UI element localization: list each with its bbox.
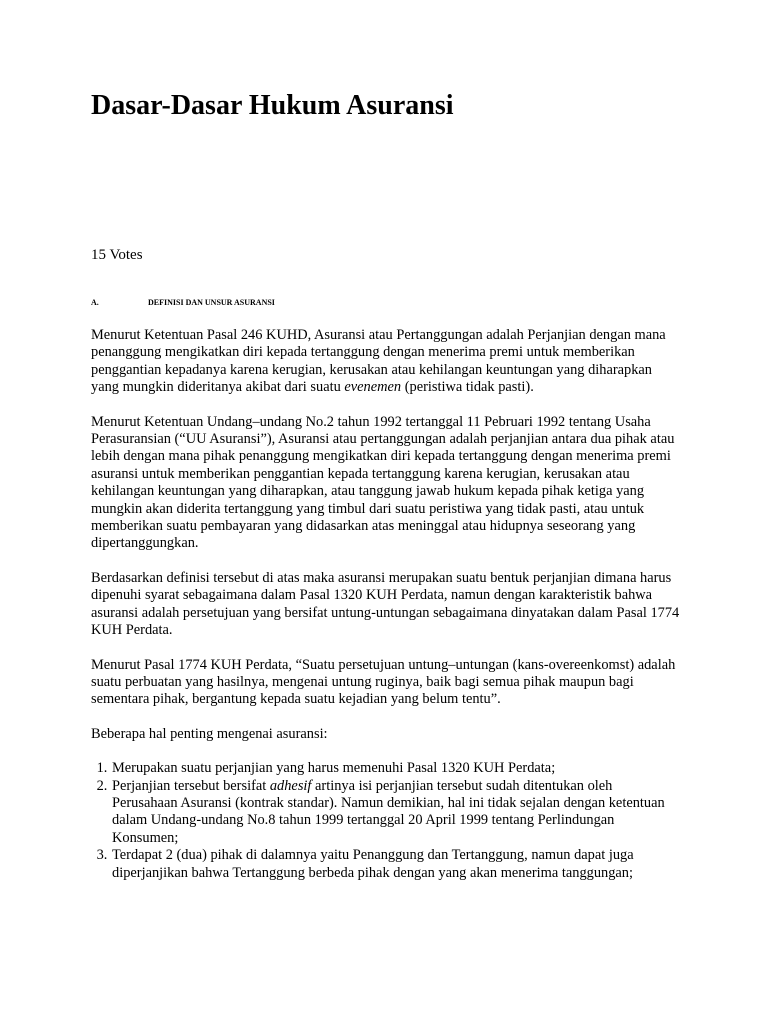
list-item-text: Perjanjian tersebut bersifat bbox=[112, 777, 270, 794]
section-title: DEFINISI DAN UNSUR ASURANSI bbox=[148, 298, 275, 307]
list-item: 3. Terdapat 2 (dua) pihak di dalamnya yaitu Penanggung dan Tertanggung, namun dapat juga diperjanjikan bahwa Tertanggung berbeda pihak dengan yang akan menerima tanggungan; bbox=[111, 847, 681, 882]
section-heading bbox=[91, 297, 275, 309]
paragraph-italic-term: evenemen bbox=[344, 379, 402, 396]
paragraph-characteristics: Berdasarkan definisi tersebut di atas maka asuransi merupakan suatu bentuk perjanjian dimana harus dipenuhi syarat sebagaimana dalam Pasal 1320 KUH Perdata, namun dengan karakteristik bahwa asuransi adalah persetujuan yang bersifat untung-untungan sebagaimana dinyatakan dalam Pasal 1774 KUH Perdata. bbox=[91, 569, 680, 639]
page-title: Dasar-Dasar Hukum Asuransi bbox=[91, 90, 454, 121]
votes-count: 15 Votes bbox=[91, 247, 143, 263]
list-item bbox=[111, 778, 681, 848]
paragraph-definition-kuhd bbox=[91, 327, 681, 397]
paragraph-definition-uu: Menurut Ketentuan Undang–undang No.2 tahun 1992 tertanggal 11 Pebruari 1992 tentang Usaha Perasuransian (“UU Asuransi”), Asuransi atau pertanggungan adalah perjanjian antara dua pihak atau lebih dengan mana pihak penanggung mengikatkan diri kepada tertanggung dengan menerima premi asuransi untuk memberikan penggantian kepada tertanggung karena kerugian, kerusakan atau kehilangan keuntungan yang diharapkan, atau tanggung jawab hukum kepada pihak ketiga yang mungkin akan diderita tertanggung yang timbul dari suatu peristiwa yang tidak pasti, atau untuk memberikan suatu pembayaran yang didasarkan atas meninggal atau hidupnya seseorang yang dipertanggungkan. bbox=[91, 413, 675, 552]
paragraph-list-intro: Beberapa hal penting mengenai asuransi: bbox=[91, 725, 328, 742]
section-number: A. bbox=[91, 298, 99, 307]
paragraph-text: (peristiwa tidak pasti). bbox=[401, 379, 534, 396]
list-item-italic-term: adhesif bbox=[269, 777, 312, 794]
document-body bbox=[91, 327, 681, 882]
paragraph-pasal-1774: Menurut Pasal 1774 KUH Perdata, “Suatu persetujuan untung–untungan (kans-overeenkomst) adalah suatu perbuatan yang hasilnya, mengenai untung ruginya, baik bagi semua pihak maupun bagi sementara pihak, bergantung kepada suatu kejadian yang belum tentu”. bbox=[91, 656, 676, 708]
list-item: 1. Merupakan suatu perjanjian yang harus memenuhi Pasal 1320 KUH Perdata; bbox=[111, 760, 681, 777]
paragraph-text: Menurut Ketentuan Pasal 246 KUHD, Asuransi atau Pertanggungan adalah Perjanjian dengan mana penanggung mengikatkan diri kepada tertanggung dengan menerima premi untuk memberikan penggantian kepadanya karena kerugian, kerusakan atau kehilangan keuntungan yang diharapkan yang mungkin dideritanya akibat dari suatu bbox=[91, 327, 666, 396]
list-item-text: artinya isi perjanjian tersebut sudah ditentukan oleh Perusahaan Asuransi (kontrak standar). Namun demikian, hal ini tidak sejalan dengan ketentuan dalam Undang-undang No.8 tahun 1999 tertanggal 20 April 1999 tentang Perlindungan Konsumen; bbox=[112, 777, 665, 846]
important-points-list bbox=[91, 760, 681, 882]
